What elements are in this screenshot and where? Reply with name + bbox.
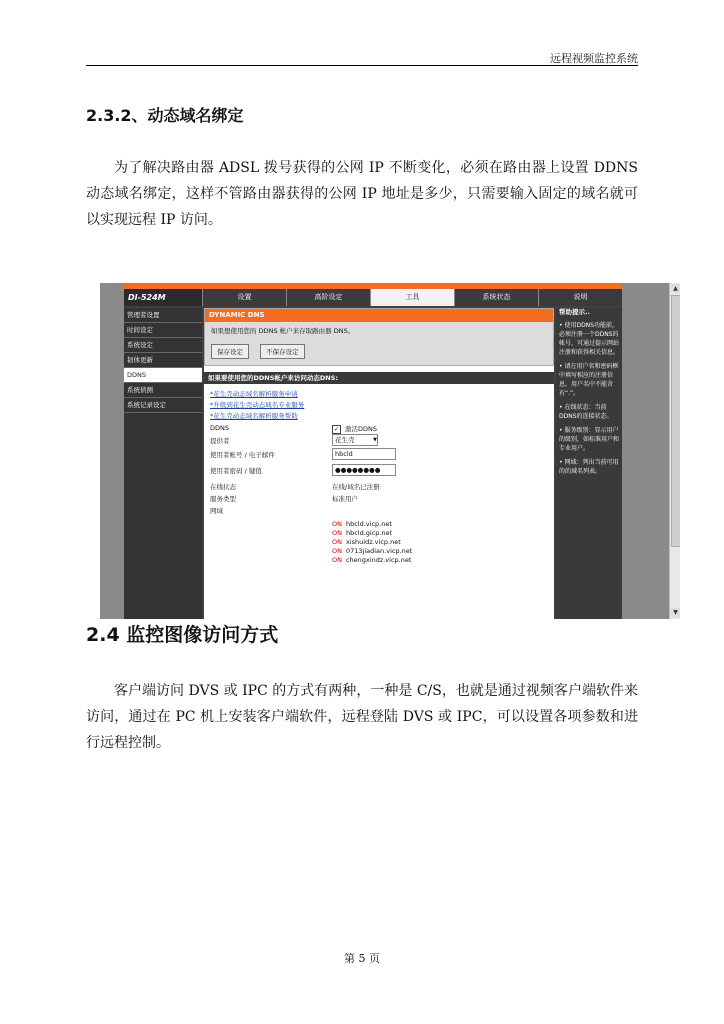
scroll-up-arrow-icon[interactable]: ▲: [671, 284, 680, 293]
domain-list-item: [332, 556, 554, 565]
page-header-title: 远程视频监控系统: [550, 52, 638, 65]
sidebar-item[interactable]: 时间设定: [124, 323, 202, 338]
help-title: 帮助提示..: [559, 308, 590, 316]
ddns-checkbox-label: 激活DDNS: [345, 425, 377, 433]
router-model-logo: DI-524M: [124, 289, 202, 306]
help-tip: • 服务级别：显示用户的级别，如标准用户和专业用户。: [559, 427, 620, 452]
ddns-description: 如果想使用您的 DDNS 帐户来存取路由器 DNS。: [211, 327, 355, 335]
domain-status: ON: [332, 538, 342, 546]
screenshot-left-margin: [100, 283, 124, 619]
domain-list: [204, 520, 554, 565]
tab-1[interactable]: 高阶设定: [286, 289, 370, 306]
ddns-enable-checkbox[interactable]: [332, 424, 377, 434]
domain-name: hbcld.vicp.net: [345, 520, 392, 528]
username-input[interactable]: hbcld: [332, 448, 396, 460]
username-row: [204, 448, 554, 464]
page-number: 第 5 页: [344, 952, 380, 965]
chevron-down-icon[interactable]: ▼: [373, 437, 377, 443]
domain-label: 网域: [210, 507, 223, 515]
scroll-thumb[interactable]: [671, 295, 680, 547]
service-value: 标准用户: [332, 495, 358, 503]
domain-status: ON: [332, 547, 342, 555]
password-row: [204, 464, 554, 480]
tab-3[interactable]: 系统状态: [454, 289, 538, 306]
sidebar-item[interactable]: 系统侦测: [124, 383, 202, 398]
cancel-button[interactable]: 不保存设定: [260, 344, 305, 359]
help-tip: • 使用DDNS功能前，必须注册一个DDNS的帐号，可通过提示网站注册和获得相关信息。: [559, 322, 620, 356]
ddns-config-section: [204, 372, 554, 619]
help-tip: • 在线状态：当前DDNS的连接状态。: [559, 404, 613, 420]
tab-4[interactable]: 说明: [538, 289, 622, 306]
domain-list-item: [332, 547, 554, 556]
upgrade-link[interactable]: *升级到花生壳动态域名专业服务: [210, 401, 305, 409]
status-value: 在线/域名已注册: [332, 483, 380, 491]
config-section-title: 如果要使用您的DDNS帐户来访问动态DNS:: [204, 372, 554, 384]
domain-name: xishuidz.vicp.net: [345, 538, 401, 546]
section-heading-2-4: 2.4 监控图像访问方式: [86, 624, 279, 646]
main-tabs: [202, 289, 622, 306]
service-label: 服务类型: [210, 495, 236, 503]
domain-status: ON: [332, 529, 342, 537]
provider-label: 提供者: [210, 437, 230, 445]
tab-2[interactable]: 工具: [370, 289, 454, 306]
paragraph-access: [86, 678, 638, 756]
domain-list-item: [332, 538, 554, 547]
sidebar-item[interactable]: DDNS: [124, 368, 202, 383]
sidebar-item[interactable]: 管理者设置: [124, 308, 202, 323]
username-label: 使用者帐号 / 电子邮件: [210, 451, 275, 459]
tab-0[interactable]: 设置: [202, 289, 286, 306]
apply-link[interactable]: *花生壳动态域名解析服务申请: [210, 390, 298, 398]
ddns-header-section: [204, 308, 554, 366]
status-label: 在线状态: [210, 483, 236, 491]
paragraph-access-text: 客户端访问 DVS 或 IPC 的方式有两种，一种是 C/S，也就是通过视频客户端软件来访问，通过在 PC 机上安装客户端软件，远程登陆 DVS 或 IPC，可以设置各项参数和进行远程控制。: [86, 683, 638, 751]
password-input[interactable]: ●●●●●●●●: [332, 464, 396, 476]
save-button[interactable]: 保存设定: [211, 344, 249, 359]
provider-value: 花生壳: [335, 436, 355, 444]
checkbox-checked-icon[interactable]: ✓: [333, 426, 340, 433]
status-row: [204, 480, 554, 492]
domain-name: hbcld.gicp.net: [345, 529, 393, 537]
domain-status: ON: [332, 556, 342, 564]
ddns-row: [204, 422, 554, 434]
paragraph-ddns-text: 为了解决路由器 ADSL 拨号获得的公网 IP 不断变化，必须在路由器上设置 DDNS 动态域名绑定，这样不管路由器获得的公网 IP 地址是多少，只需要输入固定的域名就可以实现远程 IP 访问。: [86, 160, 638, 228]
service-row: [204, 492, 554, 504]
router-admin-page: [124, 283, 622, 619]
screenshot-right-margin: [622, 283, 669, 619]
password-label: 使用者密码 / 键值: [210, 467, 262, 475]
domain-list-item: [332, 520, 554, 529]
provider-row: [204, 434, 554, 448]
domain-name: chengxindz.vicp.net: [345, 556, 412, 564]
router-screenshot: [100, 283, 680, 619]
ddns-label: DDNS: [210, 424, 229, 432]
help-panel: [556, 308, 622, 619]
provider-select[interactable]: [332, 434, 378, 446]
header-rule: [86, 65, 638, 66]
sidebar-item[interactable]: 系统记录设定: [124, 398, 202, 413]
domain-row: [204, 504, 554, 516]
help-tip: • 请在用户名和密码框中填写相应的注册信息，用户名中不能含有“.”。: [559, 363, 619, 397]
main-content: [204, 308, 554, 619]
domain-list-item: [332, 529, 554, 538]
domain-status: ON: [332, 520, 342, 528]
ddns-section-title: DYNAMIC DNS: [205, 309, 553, 322]
paragraph-ddns: [86, 155, 638, 233]
domain-name: 0713jiadian.vicp.net: [345, 547, 413, 555]
section-heading-2-3-2: 2.3.2、动态域名绑定: [86, 106, 244, 125]
help-link[interactable]: *花生壳动态域名解析服务帮助: [210, 412, 298, 420]
vertical-scrollbar[interactable]: [669, 283, 680, 619]
scroll-down-arrow-icon[interactable]: ▼: [671, 608, 680, 617]
sidebar-menu: [124, 308, 202, 619]
sidebar-item[interactable]: 系统设定: [124, 338, 202, 353]
help-tip: • 网域：列出当前可用的的域名列表。: [559, 459, 619, 475]
sidebar-item[interactable]: 韧体更新: [124, 353, 202, 368]
